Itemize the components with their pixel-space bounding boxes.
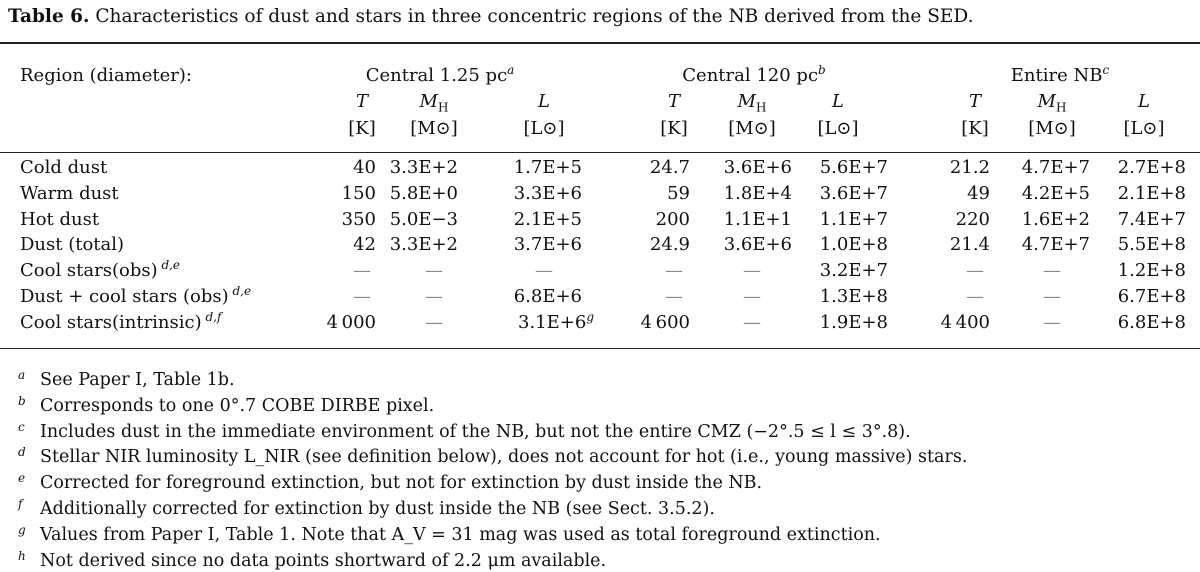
row-label: Cold dust (20, 157, 108, 178)
table-cell: 6.7E+8 (1117, 286, 1186, 307)
footnote: b Corresponds to one 0°.7 COBE DIRBE pixel. (18, 393, 435, 416)
table-cell: — (743, 286, 761, 307)
table-cell: 2.7E+8 (1117, 157, 1186, 178)
table-cell: 2.1E+5 (513, 208, 582, 230)
table-cell: 1.2E+8 (1117, 260, 1186, 282)
region-label: Region (diameter): (20, 65, 192, 86)
table-cell: 150 (341, 182, 376, 204)
table-cell: 4.2E+5 (1021, 182, 1090, 204)
table-cell: 24.9 (649, 234, 690, 256)
row-label: Cool stars(intrinsic) $^{d,f}$ (20, 309, 222, 333)
column-symbol: $M_H$ (419, 91, 449, 115)
table-cell: 350 (341, 208, 376, 230)
table-cell: 1.8E+4 (723, 182, 792, 204)
table-cell: $3.1E+6^g$ (518, 309, 594, 333)
table-cell: 21.2 (949, 157, 990, 178)
table-cell: 1.9E+8 (819, 311, 888, 333)
table-cell: — (353, 286, 371, 307)
column-unit: [K] (660, 118, 688, 139)
footnote: c Includes dust in the immediate environment of the NB, but not the entire CMZ (−2°.5 ≤ l ≤ 3°.8). (18, 419, 911, 442)
table-cell: — (966, 260, 984, 282)
table-cell: — (1043, 260, 1061, 282)
table-cell: 1.3E+8 (819, 286, 888, 307)
column-symbol: $M_H$ (1037, 91, 1067, 115)
row-label: Dust (total) (20, 234, 125, 256)
column-unit: [M⊙] (410, 118, 458, 139)
table-cell: 1.0E+8 (819, 234, 888, 256)
table-cell: 4 400 (940, 311, 990, 333)
caption-text: Characteristics of dust and stars in three concentric regions of the NB derived from the SED. (95, 6, 974, 27)
table-cell: 49 (967, 182, 990, 204)
table-cell: 42 (353, 234, 376, 256)
table-cell: 59 (667, 182, 690, 204)
table-cell: — (425, 311, 443, 333)
table-cell: 6.8E+8 (1117, 311, 1186, 333)
column-unit: [M⊙] (728, 118, 776, 139)
table-cell: — (425, 260, 443, 282)
table-cell: 3.6E+6 (723, 234, 792, 256)
table-cell: 1.1E+7 (819, 208, 888, 230)
table-cell: 4.7E+7 (1021, 157, 1090, 178)
table-cell: — (966, 286, 984, 307)
footnote: a See Paper I, Table 1b. (18, 368, 235, 390)
table-cell: 5.5E+8 (1117, 234, 1186, 256)
table-cell: 3.3E+6 (513, 182, 582, 204)
group-header-central-1.25pc: Central 1.25 $pc^a$ (365, 63, 515, 86)
column-symbol: $M_H$ (737, 91, 767, 115)
table-cell: 1.6E+2 (1021, 208, 1090, 230)
table-cell: 200 (655, 208, 690, 230)
header-rule (0, 152, 1200, 153)
row-label: Cool stars(obs) $^{d,e}$ (20, 258, 181, 282)
row-label: Warm dust (20, 182, 119, 204)
column-unit: [L⊙] (523, 118, 565, 139)
group-header-central-120pc: Central 120 $pc^b$ (682, 63, 826, 86)
column-unit: [M⊙] (1028, 118, 1076, 139)
column-symbol: T (667, 91, 680, 112)
table-cell: — (1043, 311, 1061, 333)
column-unit: [K] (348, 118, 376, 139)
table-cell: 2.1E+8 (1117, 182, 1186, 204)
table-cell: — (665, 260, 683, 282)
table-cell: 3.6E+7 (819, 182, 888, 204)
top-rule (0, 42, 1200, 44)
table-cell: — (425, 286, 443, 307)
row-label: Dust + cool stars (obs) $^{d,e}$ (20, 284, 252, 307)
table-cell: 40 (353, 157, 376, 178)
caption-label: Table 6. (8, 6, 90, 27)
column-symbol: T (355, 91, 368, 112)
group-header-entire-nb: Entire $NB^c$ (1010, 63, 1110, 86)
column-symbol: L (538, 91, 550, 112)
footnote: e Corrected for foreground extinction, but not for extinction by dust inside the NB. (18, 471, 763, 494)
table-cell: 3.6E+6 (723, 157, 792, 178)
table-cell: — (535, 260, 553, 282)
table-cell: 3.7E+6 (513, 234, 582, 256)
table-cell: 1.1E+1 (723, 208, 792, 230)
table-cell: 21.4 (949, 234, 990, 256)
column-symbol: L (832, 91, 844, 112)
table-cell: 220 (955, 208, 990, 230)
bottom-rule (0, 348, 1200, 349)
table-cell: — (743, 311, 761, 333)
footnote: h Not derived since no data points shortward of 2.2 μm available. (18, 548, 607, 571)
column-symbol: L (1138, 91, 1150, 112)
table-cell: 5.0E−3 (389, 208, 458, 230)
column-unit: [L⊙] (817, 118, 859, 139)
table-cell: — (353, 260, 371, 282)
table-cell: 4 600 (640, 311, 690, 333)
column-symbol: T (968, 91, 981, 112)
table-caption (8, 6, 1192, 27)
row-label: Hot dust (20, 208, 100, 230)
table-cell: 1.7E+5 (513, 157, 582, 178)
table-cell: 4.7E+7 (1021, 234, 1090, 256)
table-cell: — (1043, 286, 1061, 307)
column-unit: [K] (961, 118, 989, 139)
table-cell: 3.3E+2 (389, 157, 458, 178)
column-unit: [L⊙] (1123, 118, 1165, 139)
table-cell: 5.6E+7 (819, 157, 888, 178)
table-cell: — (665, 286, 683, 307)
table-cell: 6.8E+6 (513, 286, 582, 307)
table-cell: 3.2E+7 (819, 260, 888, 282)
table-cell: 4 000 (326, 311, 376, 333)
table-cell: 5.8E+0 (389, 182, 458, 204)
table-cell: 3.3E+2 (389, 234, 458, 256)
footnote: f Additionally corrected for extinction by dust inside the NB (see Sect. 3.5.2). (18, 497, 715, 519)
table-cell: 7.4E+7 (1117, 208, 1186, 230)
table-cell: 24.7 (649, 157, 690, 178)
footnote: d Stellar NIR luminosity L_NIR (see definition below), does not account for hot (i.e., young massive) stars. (18, 445, 968, 468)
table-cell: — (743, 260, 761, 282)
footnote: g Values from Paper I, Table 1. Note that A_V = 31 mag was used as total foreground extinction. (18, 522, 881, 545)
